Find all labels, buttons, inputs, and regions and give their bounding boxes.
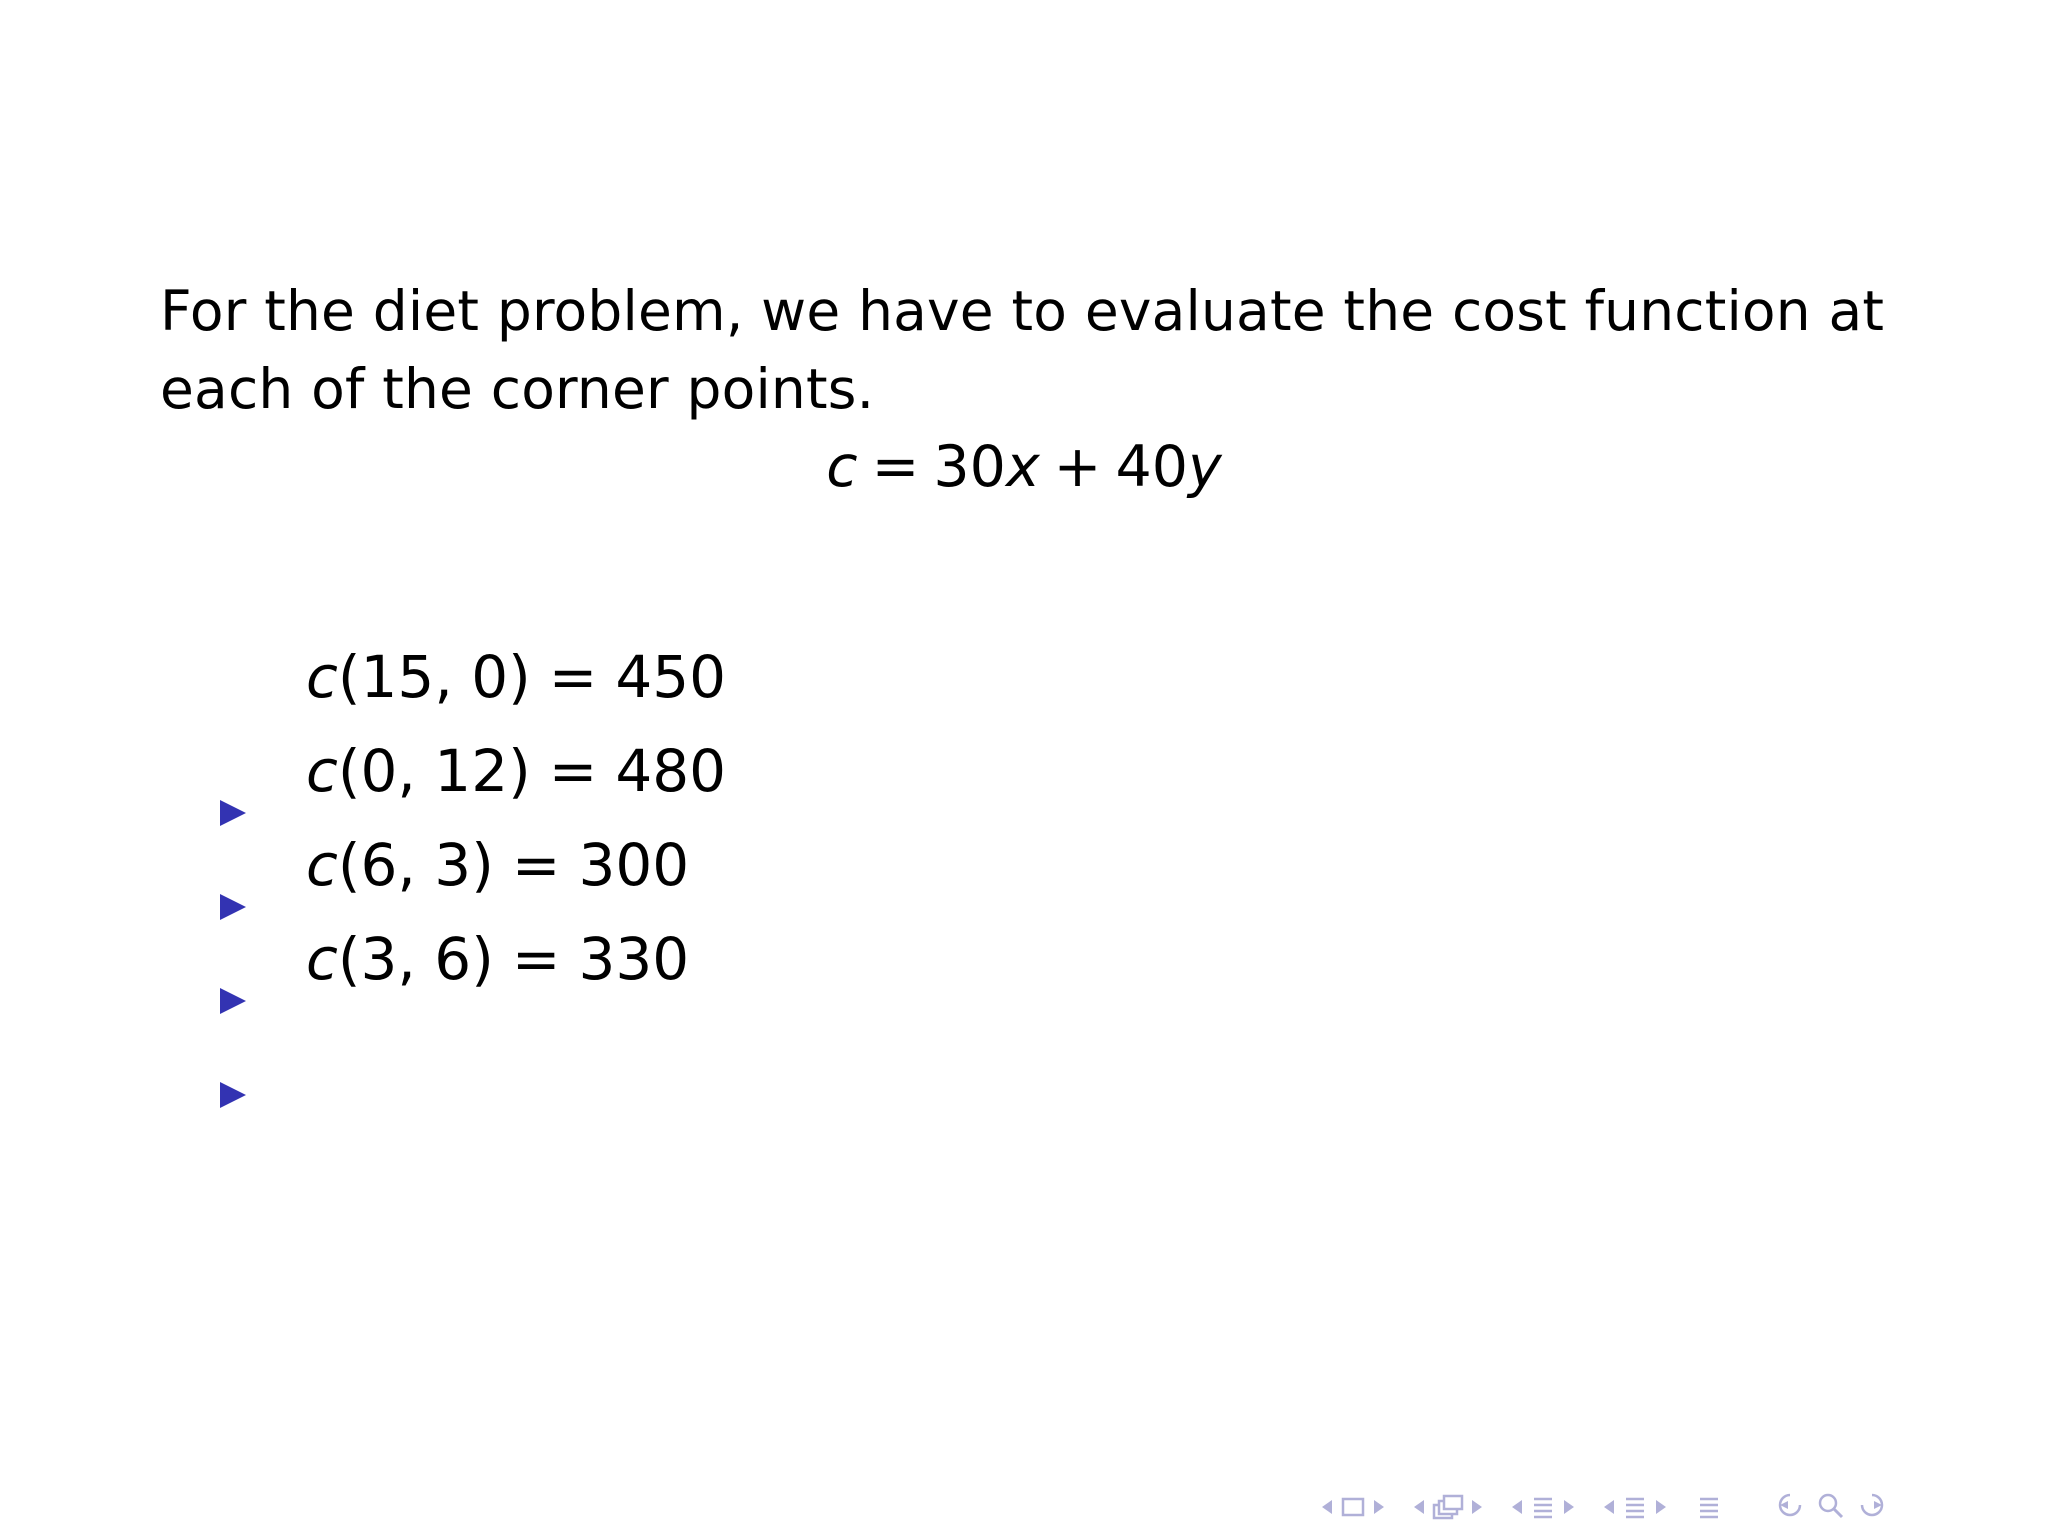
function-args: (6, 3) — [337, 831, 494, 899]
function-args: (0, 12) — [337, 737, 531, 805]
function-name: c — [306, 925, 338, 993]
function-value: 480 — [615, 737, 727, 805]
list-item — [218, 912, 726, 1006]
triangle-bullet-icon — [218, 756, 248, 786]
equals-sign: = — [511, 831, 561, 899]
triangle-bullet-icon — [218, 662, 248, 692]
equals-sign: = — [511, 925, 561, 993]
next-frame-icon[interactable] — [1370, 1492, 1388, 1522]
section-nav-group — [1508, 1492, 1578, 1522]
equals-sign: = — [548, 643, 598, 711]
frame-icon[interactable] — [1336, 1492, 1370, 1522]
slide-icon[interactable] — [1618, 1492, 1652, 1522]
cost-equation — [0, 428, 2048, 506]
function-value: 330 — [578, 925, 690, 993]
prev-frame-icon[interactable] — [1318, 1492, 1336, 1522]
function-name: c — [306, 737, 338, 805]
equals-sign: = — [548, 737, 598, 805]
triangle-bullet-icon — [218, 944, 248, 974]
list-item — [218, 630, 726, 724]
slide-nav-group — [1600, 1492, 1670, 1522]
function-args: (15, 0) — [337, 643, 531, 711]
prev-slide-icon[interactable] — [1600, 1492, 1618, 1522]
list-item — [218, 818, 726, 912]
prev-subsection-icon[interactable] — [1410, 1492, 1428, 1522]
triangle-bullet-icon — [218, 850, 248, 880]
function-name: c — [306, 831, 338, 899]
frame-nav-group — [1318, 1492, 1388, 1522]
equation-lhs: c — [826, 434, 858, 500]
prev-section-icon[interactable] — [1508, 1492, 1526, 1522]
toc-icon[interactable] — [1692, 1492, 1726, 1522]
beamer-navigation-bar — [1318, 1490, 2030, 1524]
search-icon[interactable] — [1814, 1490, 1848, 1524]
back-icon[interactable] — [1774, 1490, 1808, 1524]
equation-term1-coef: 30 — [933, 434, 1006, 500]
list-item — [218, 724, 726, 818]
history-search-group — [1774, 1490, 1888, 1524]
equation-term2-var: y — [1187, 434, 1222, 500]
equation-plus: + — [1053, 434, 1102, 500]
next-section-icon[interactable] — [1560, 1492, 1578, 1522]
subsection-nav-group — [1410, 1492, 1486, 1522]
intro-paragraph: For the diet problem, we have to evaluate the cost function at each of the corner points. — [160, 279, 1885, 421]
section-icon[interactable] — [1526, 1492, 1560, 1522]
subsection-icon[interactable] — [1428, 1492, 1468, 1522]
corner-point-list — [218, 630, 726, 1006]
equation-term2-coef: 40 — [1115, 434, 1188, 500]
function-value: 450 — [615, 643, 727, 711]
equation-term1-var: x — [1005, 434, 1040, 500]
next-subsection-icon[interactable] — [1468, 1492, 1486, 1522]
function-value: 300 — [578, 831, 690, 899]
function-name: c — [306, 643, 338, 711]
forward-icon[interactable] — [1854, 1490, 1888, 1524]
next-slide-icon[interactable] — [1652, 1492, 1670, 1522]
equation-equals: = — [871, 434, 920, 500]
function-args: (3, 6) — [337, 925, 494, 993]
toc-nav-group — [1692, 1492, 1726, 1522]
